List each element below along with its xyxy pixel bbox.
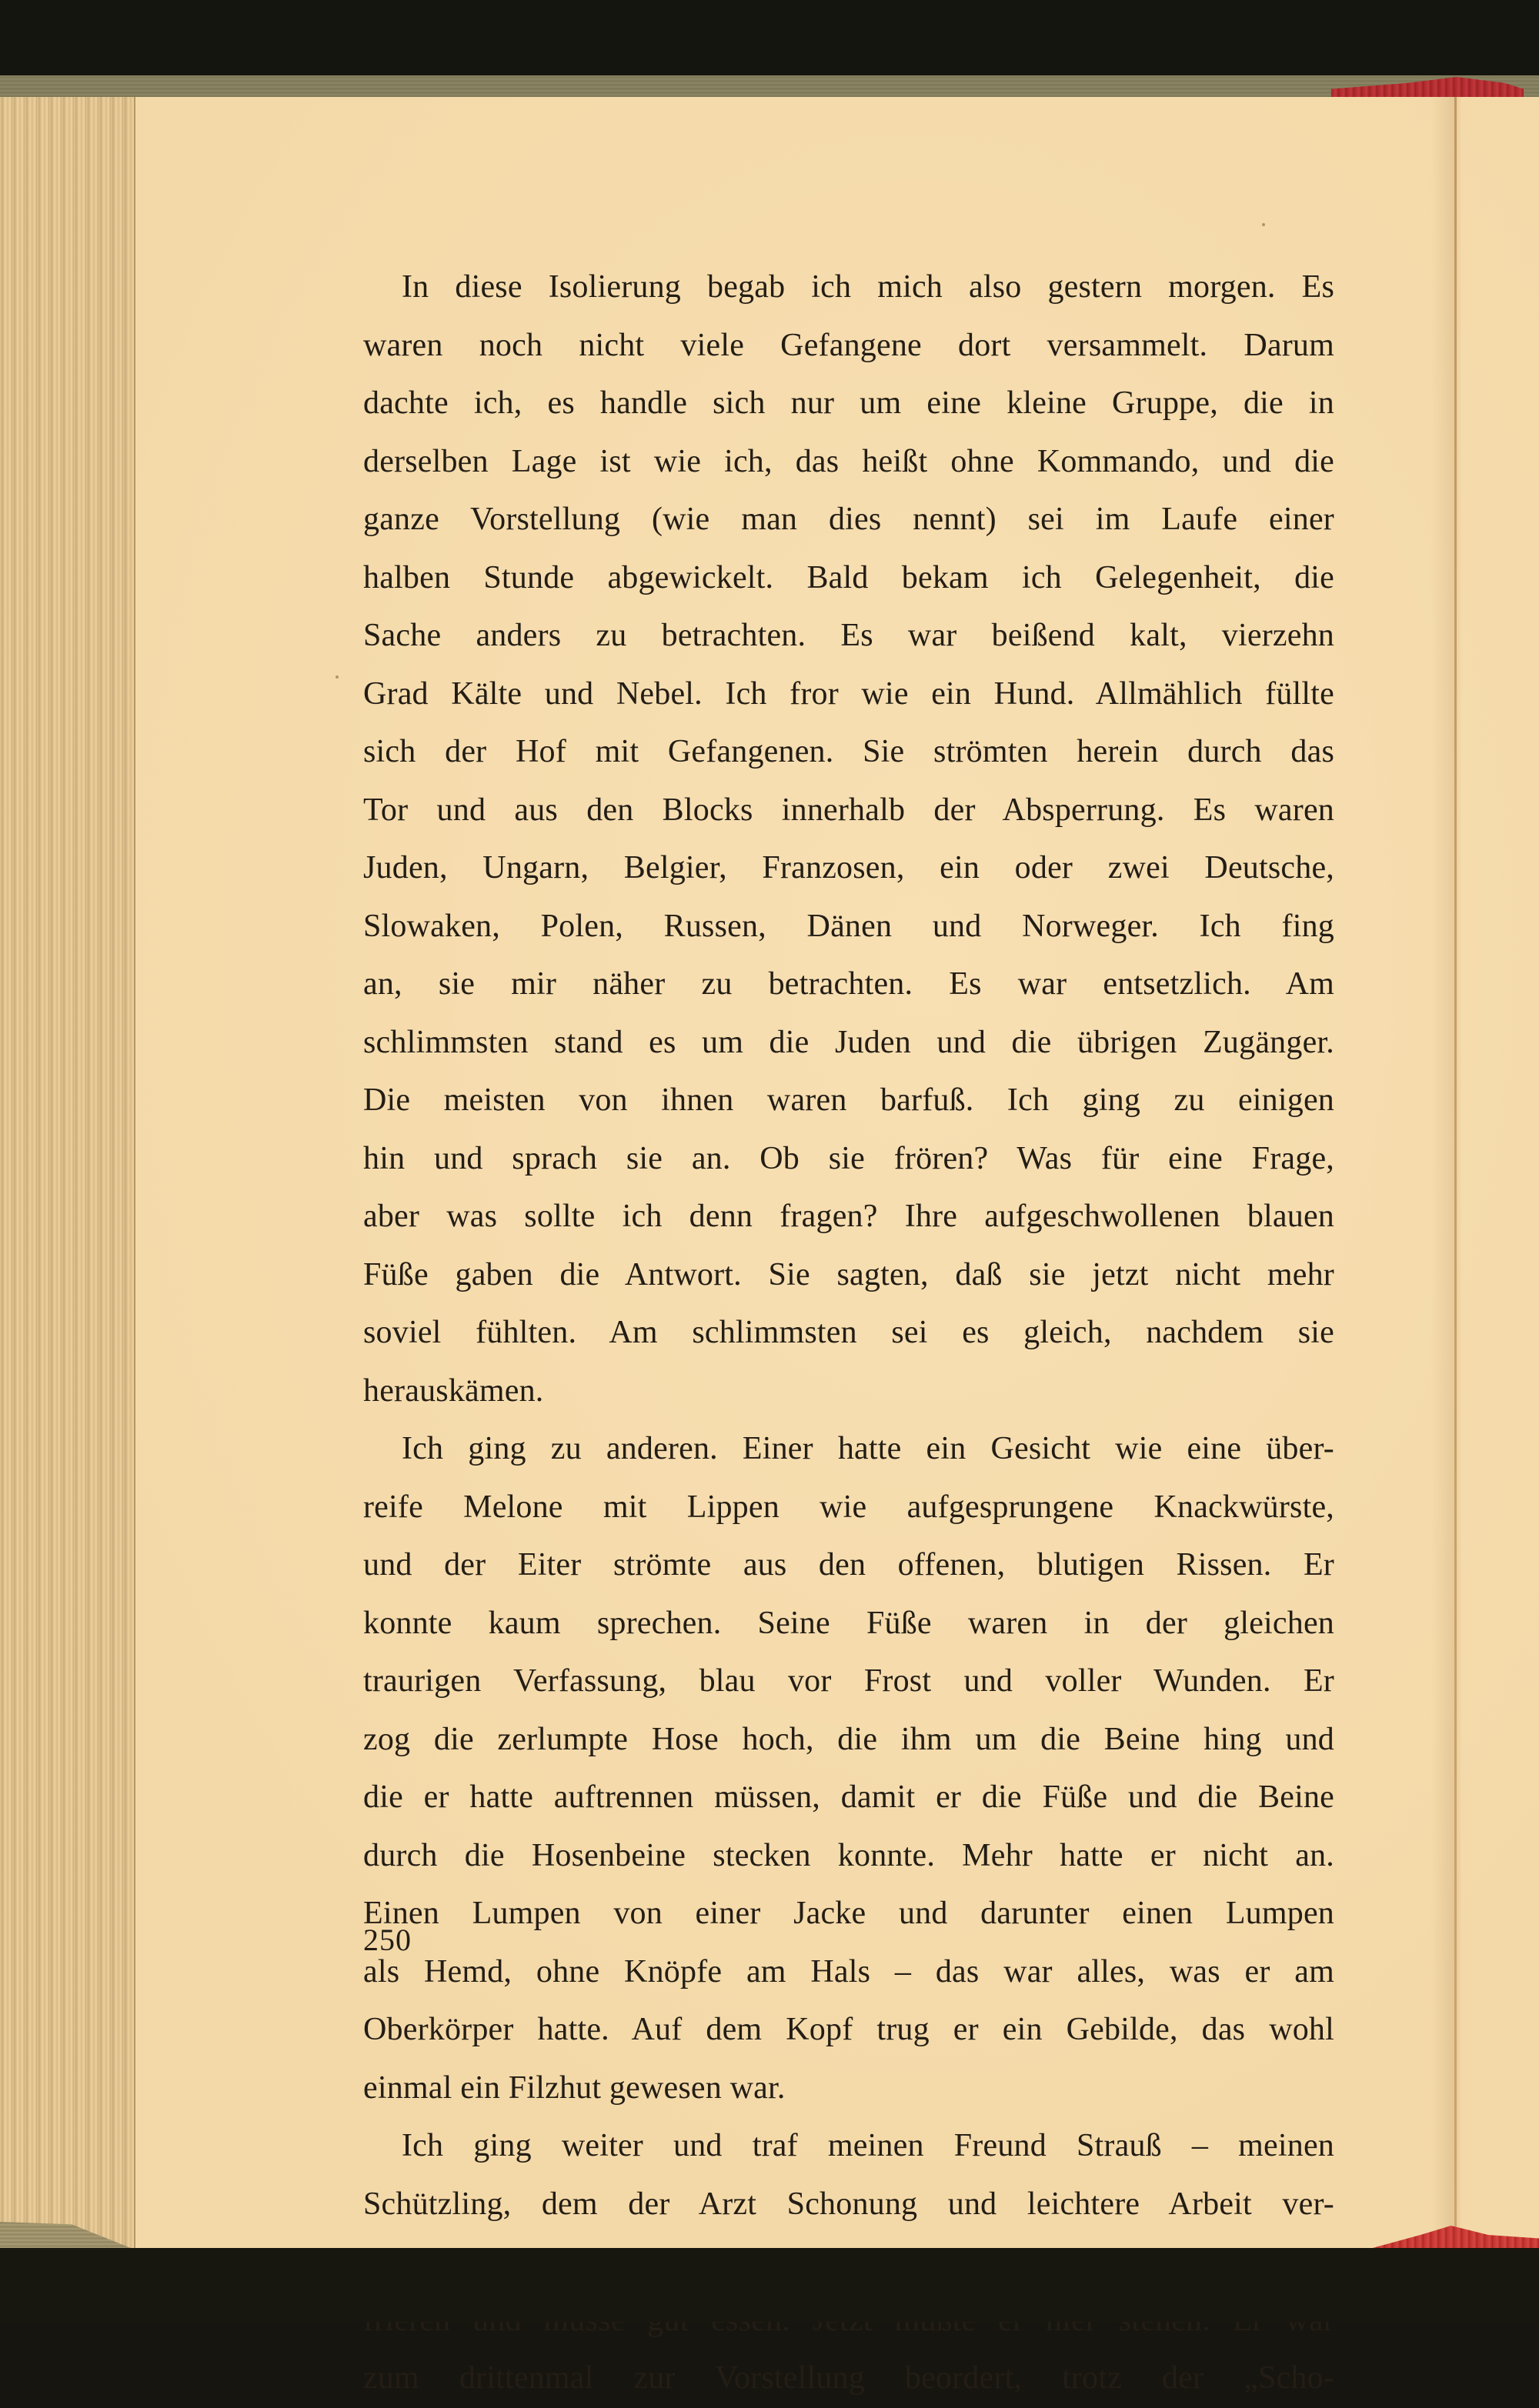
text-line: an, sie mir näher zu betrachten. Es war entsetzlich. Am <box>363 966 1334 1002</box>
text-line: Sache anders zu betrachten. Es war beißend kalt, vierzehn <box>363 618 1334 653</box>
text-line: zog die zerlumpte Hose hoch, die ihm um die Beine hing und <box>363 1721 1334 1757</box>
text-line: Ich ging zu anderen. Einer hatte ein Gesicht wie eine über- <box>402 1431 1334 1466</box>
text-line: einmal ein Filzhut gewesen war. <box>363 2069 786 2106</box>
text-line: Die meisten von ihnen waren barfuß. Ich ging zu einigen <box>363 1082 1334 1118</box>
text-line: Füße gaben die Antwort. Sie sagten, daß sie jetzt nicht mehr <box>363 1256 1334 1292</box>
text-line: soviel fühlten. Am schlimmsten sei es gleich, nachdem sie <box>363 1315 1334 1350</box>
text-line: Grad Kälte und Nebel. Ich fror wie ein Hund. Allmählich füllte <box>363 675 1334 712</box>
page-number: 250 <box>363 1923 412 1957</box>
text-line: sich der Hof mit Gefangenen. Sie strömten herein durch das <box>363 734 1334 769</box>
text-line: und der Eiter strömte aus den offenen, blutigen Rissen. Er <box>363 1547 1334 1583</box>
paper-speck <box>336 675 339 679</box>
text-line: reife Melone mit Lippen wie aufgesprungene Knackwürste, <box>363 1489 1334 1525</box>
text-line: aber was sollte ich denn fragen? Ihre aufgeschwollenen blauen <box>363 1199 1334 1234</box>
text-line: derselben Lage ist wie ich, das heißt ohne Kommando, und die <box>363 443 1334 479</box>
text-line: traurigen Verfassung, blau vor Frost und voller Wunden. Er <box>363 1663 1334 1699</box>
paragraph-1 <box>363 258 1334 1420</box>
text-line: Slowaken, Polen, Russen, Dänen und Norweger. Ich fing <box>363 908 1334 944</box>
text-line: konnte kaum sprechen. Seine Füße waren in der gleichen <box>363 1605 1334 1641</box>
text-line: Oberkörper hatte. Auf dem Kopf trug er ein Gebilde, das wohl <box>363 2012 1334 2047</box>
text-line: In diese Isolierung begab ich mich also gestern morgen. Es <box>402 269 1334 305</box>
text-line: Ich ging weiter und traf meinen Freund Strauß – meinen <box>402 2128 1334 2163</box>
page-stack-edges <box>0 97 135 2248</box>
page-gutter <box>1454 97 1457 2248</box>
paper-speck <box>1262 223 1265 226</box>
text-line: als Hemd, ohne Knöpfe am Hals – das war alles, was er am <box>363 1953 1334 1989</box>
text-line: halben Stunde abgewickelt. Bald bekam ich Gelegenheit, die <box>363 559 1334 595</box>
text-line: Tor und aus den Blocks innerhalb der Absperrung. Es waren <box>363 792 1334 828</box>
text-line: herauskämen. <box>363 1372 544 1409</box>
paragraph-2 <box>363 1420 1334 2117</box>
text-line: schlimmsten stand es um die Juden und die übrigen Zugänger. <box>363 1024 1334 1060</box>
scan-backdrop-bottom <box>0 2248 1539 2322</box>
text-line: hin und sprach sie an. Ob sie frören? Was für eine Frage, <box>363 1140 1334 1176</box>
text-line: durch die Hosenbeine stecken konnte. Mehr hatte er nicht an. <box>363 1837 1334 1873</box>
book-cloth-binding <box>0 75 1539 98</box>
body-text <box>363 258 1334 2408</box>
text-line: Schützling, dem der Arzt Schonung und leichtere Arbeit ver- <box>363 2186 1334 2222</box>
text-line: dachte ich, es handle sich nur um eine kleine Gruppe, die in <box>363 385 1334 421</box>
text-line: Juden, Ungarn, Belgier, Franzosen, ein oder zwei Deutsche, <box>363 850 1334 885</box>
text-line: Einen Lumpen von einer Jacke und darunter einen Lumpen <box>363 1896 1334 1931</box>
text-line: waren noch nicht viele Gefangene dort versammelt. Darum <box>363 327 1334 363</box>
scan-backdrop-top <box>0 0 1539 75</box>
text-line: zum drittenmal zur Vorstellung beordert, trotz der „Scho- <box>363 2360 1334 2396</box>
text-line: ganze Vorstellung (wie man dies nennt) sei im Laufe einer <box>363 502 1334 537</box>
text-line: die er hatte auftrennen müssen, damit er die Füße und die Beine <box>363 1779 1334 1815</box>
